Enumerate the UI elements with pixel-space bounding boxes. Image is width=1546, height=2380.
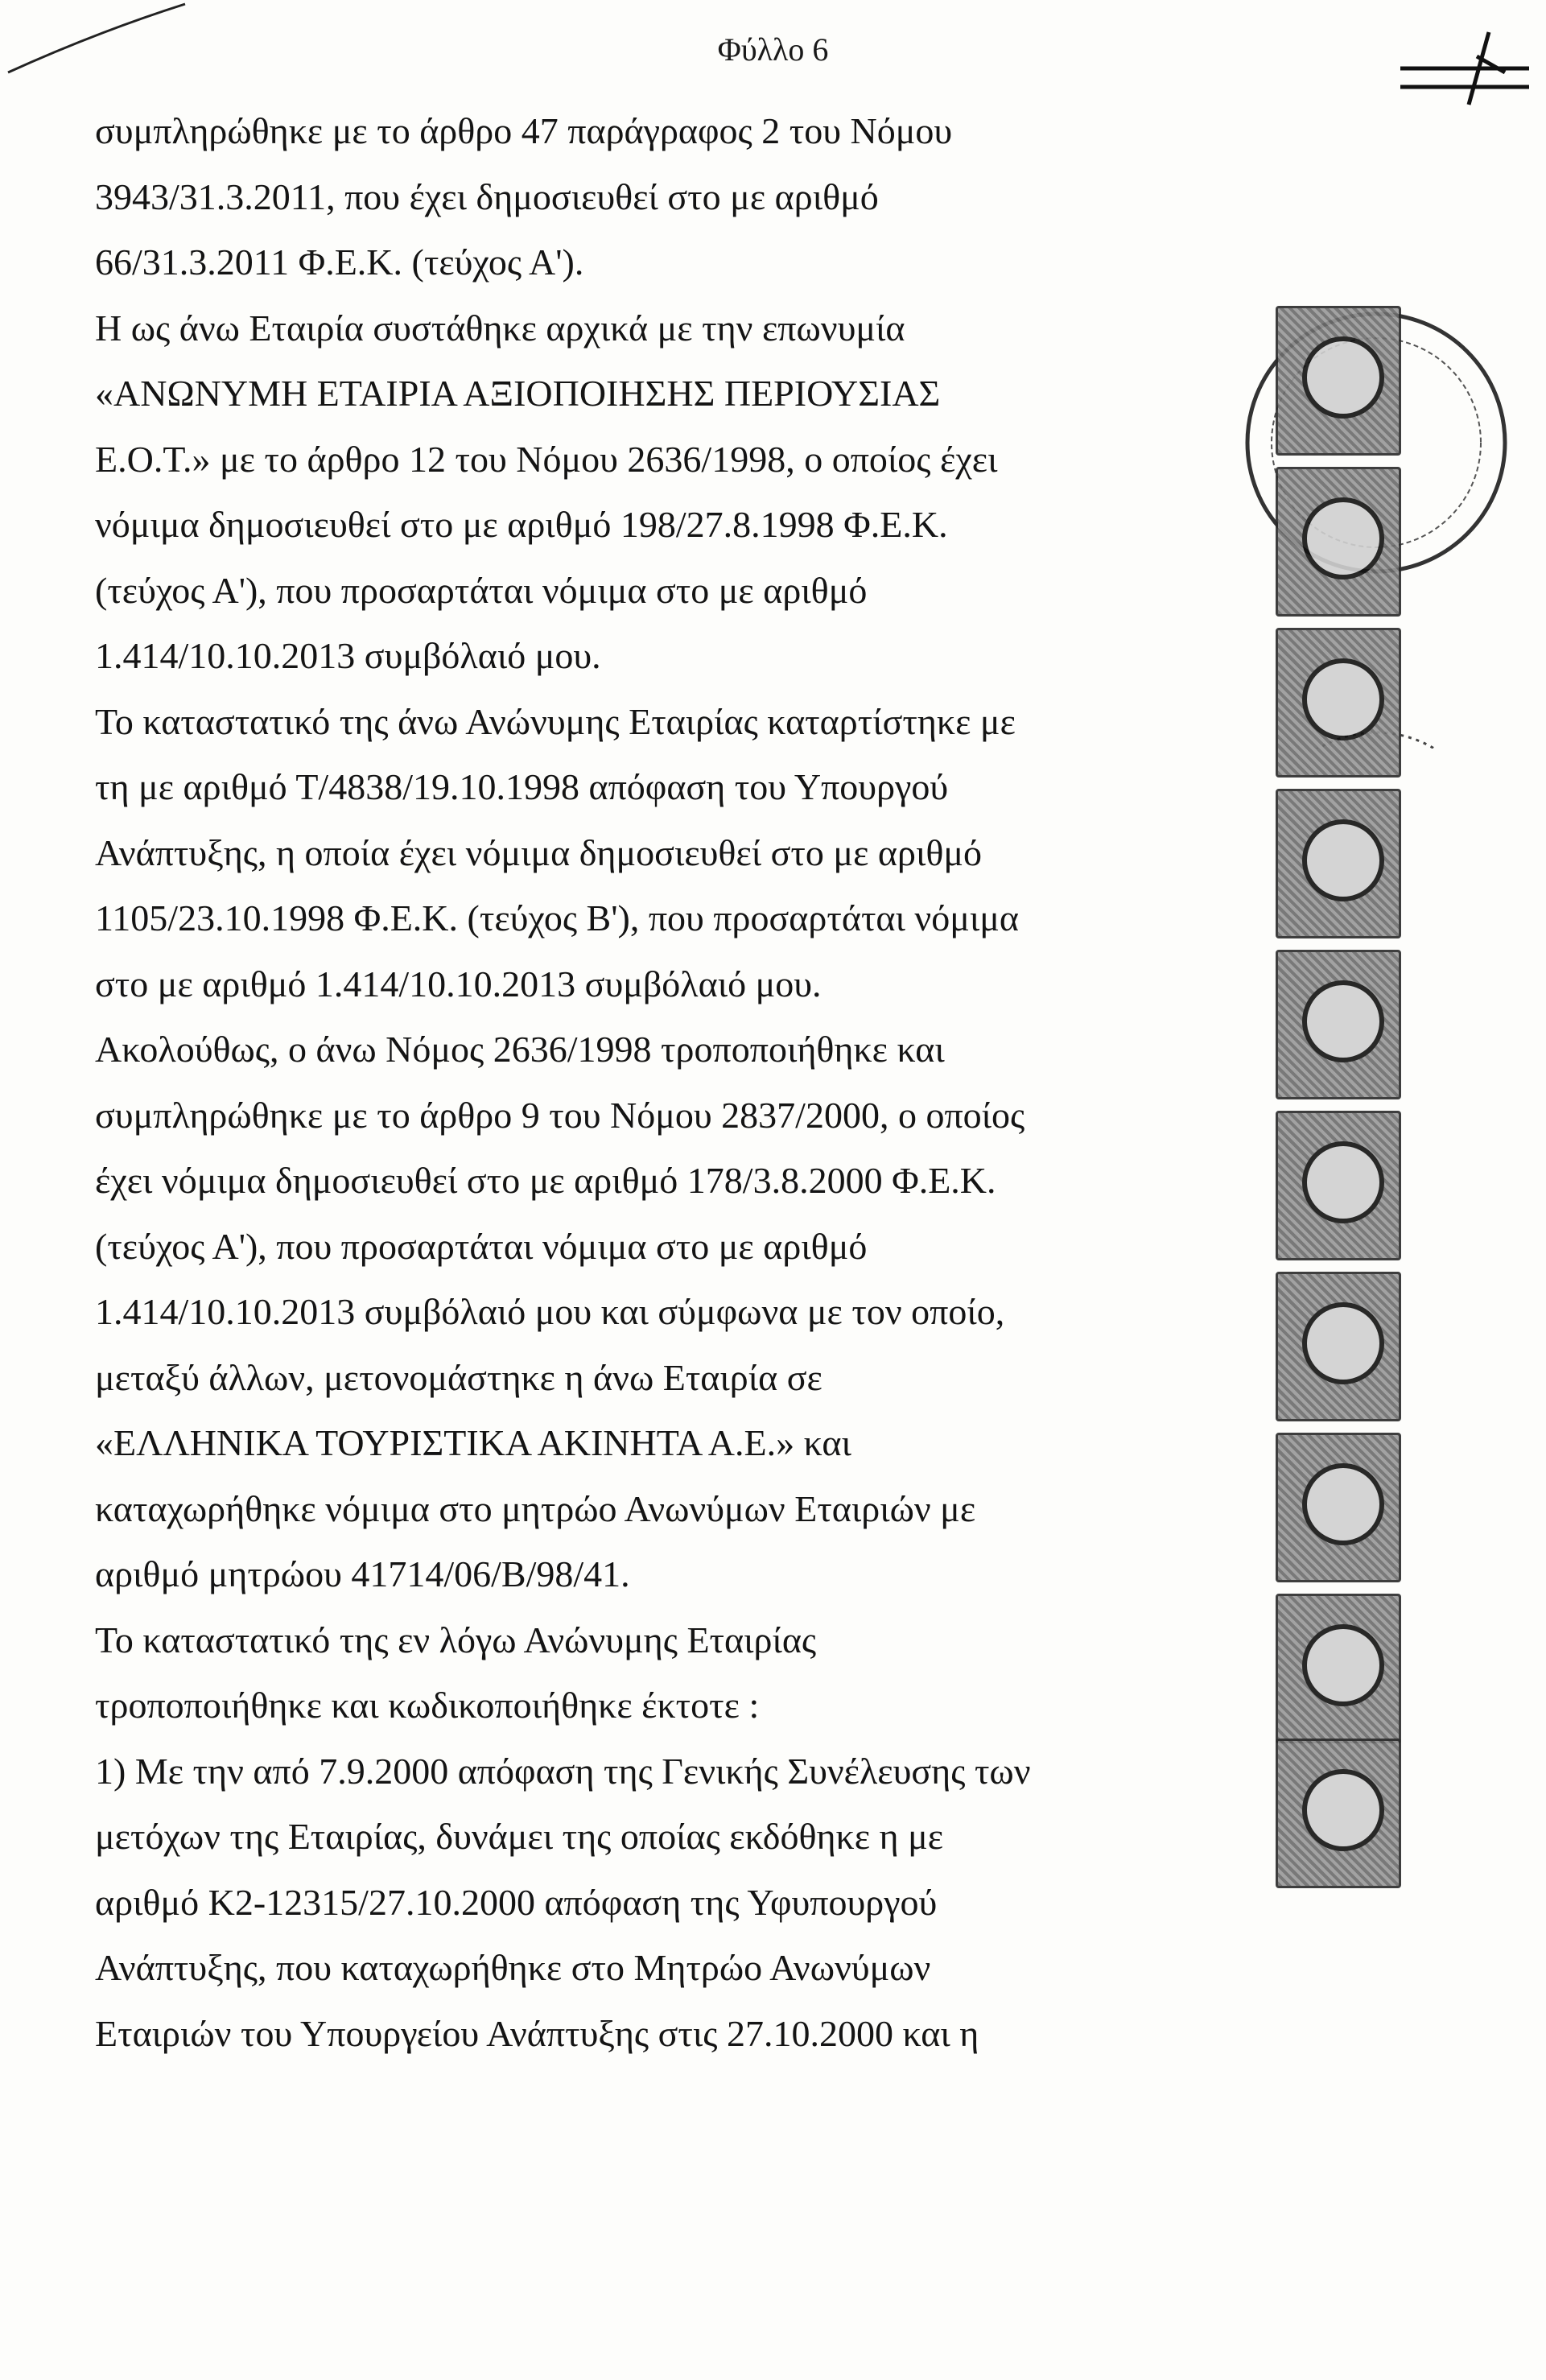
fee-stamp (1276, 1272, 1401, 1421)
fee-stamp (1276, 950, 1401, 1099)
handwritten-mark (1392, 24, 1537, 113)
text-line: 1105/23.10.1998 Φ.Ε.Κ. (τεύχος Β'), που προσαρτάται νόμιμα (95, 897, 1020, 938)
text-line: στο με αριθμό 1.414/10.10.2013 συμβόλαιό μου. (95, 963, 822, 1004)
text-line: τροποποιήθηκε και κωδικοποιήθηκε έκτοτε : (95, 1685, 760, 1726)
text-line: Το καταστατικό της άνω Ανώνυμης Εταιρίας καταρτίστηκε με (95, 700, 1016, 742)
sheet-number: Φύλλο 6 (717, 31, 829, 68)
text-line: «ΕΛΛΗΝΙΚΑ ΤΟΥΡΙΣΤΙΚΑ ΑΚΙΝΗΤΑ Α.Ε.» και (95, 1422, 851, 1463)
text-line: συμπληρώθηκε με το άρθρο 47 παράγραφος 2 του Νόμου (95, 110, 953, 151)
text-line: Η ως άνω Εταιρία συστάθηκε αρχικά με την επωνυμία (95, 307, 905, 349)
text-line: 66/31.3.2011 Φ.Ε.Κ. (τεύχος Α'). (95, 241, 584, 283)
fee-stamp (1276, 628, 1401, 778)
text-line: Το καταστατικό της εν λόγω Ανώνυμης Εταιρίας (95, 1619, 817, 1660)
text-line: (τεύχος Α'), που προσαρτάται νόμιμα στο με αριθμό (95, 1225, 868, 1267)
text-line: 1) Με την από 7.9.2000 απόφαση της Γενικής Συνέλευσης των (95, 1750, 1031, 1792)
text-line: 3943/31.3.2011, που έχει δημοσιευθεί στο με αριθμό (95, 175, 879, 217)
fee-stamp (1276, 1111, 1401, 1260)
text-line: αριθμό μητρώου 41714/06/Β/98/41. (95, 1553, 630, 1594)
fee-stamp (1276, 306, 1401, 456)
text-line: (τεύχος Α'), που προσαρτάται νόμιμα στο με αριθμό (95, 569, 868, 611)
text-line: «ΑΝΩΝΥΜΗ ΕΤΑΙΡΙΑ ΑΞΙΟΠΟΙΗΣΗΣ ΠΕΡΙΟΥΣΙΑΣ (95, 373, 941, 414)
text-line: καταχωρήθηκε νόμιμα στο μητρώο Ανωνύμων Εταιριών με (95, 1487, 976, 1529)
fee-stamp (1276, 1739, 1401, 1888)
text-line: Ανάπτυξης, η οποία έχει νόμιμα δημοσιευθεί στο με αριθμό (95, 831, 983, 873)
text-line: Εταιριών του Υπουργείου Ανάπτυξης στις 27.10.2000 και η (95, 2012, 979, 2054)
text-line: έχει νόμιμα δημοσιευθεί στο με αριθμό 178/3.8.2000 Φ.Ε.Κ. (95, 1160, 996, 1201)
text-line: Ανάπτυξης, που καταχωρήθηκε στο Μητρώο Ανωνύμων (95, 1947, 931, 1988)
text-line: 1.414/10.10.2013 συμβόλαιό μου. (95, 635, 601, 676)
text-line: μεταξύ άλλων, μετονομάστηκε η άνω Εταιρία σε (95, 1356, 822, 1398)
text-line: 1.414/10.10.2013 συμβόλαιό μου και σύμφωνα με τον οποίο, (95, 1291, 1005, 1332)
text-line: τη με αριθμό Τ/4838/19.10.1998 απόφαση του Υπουργού (95, 766, 949, 807)
document-body (95, 98, 1206, 2066)
fee-stamp (1276, 1594, 1401, 1743)
fee-stamps (1207, 306, 1449, 1883)
text-line: αριθμό Κ2-12315/27.10.2000 απόφαση της Υφυπουργού (95, 1881, 938, 1923)
text-line: συμπληρώθηκε με το άρθρο 9 του Νόμου 2837/2000, ο οποίος (95, 1094, 1025, 1136)
fee-stamp (1276, 789, 1401, 938)
text-line: Ε.Ο.Τ.» με το άρθρο 12 του Νόμου 2636/1998, ο οποίος έχει (95, 438, 998, 480)
fee-stamp (1276, 467, 1401, 617)
text-line: Ακολούθως, ο άνω Νόμος 2636/1998 τροποποιήθηκε και (95, 1029, 945, 1070)
text-line: νόμιμα δημοσιευθεί στο με αριθμό 198/27.8.1998 Φ.Ε.Κ. (95, 504, 948, 545)
fee-stamp (1276, 1433, 1401, 1582)
text-line: μετόχων της Εταιρίας, δυνάμει της οποίας εκδόθηκε η με (95, 1816, 944, 1857)
